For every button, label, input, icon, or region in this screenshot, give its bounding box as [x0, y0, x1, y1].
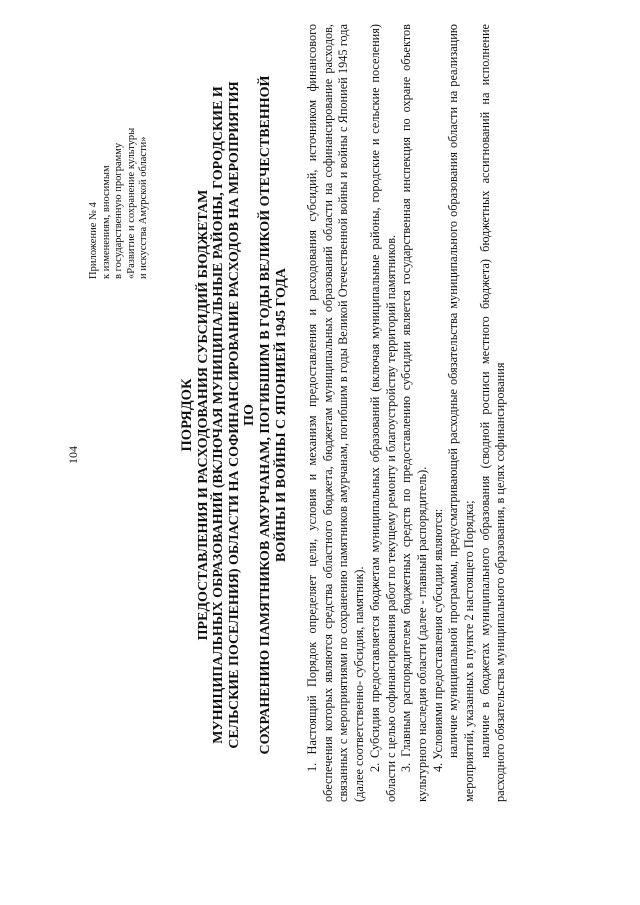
title-line: ВОЙНЫ И ВОЙНЫ С ЯПОНИЕЙ 1945 ГОДА	[273, 268, 289, 562]
paragraph-3: 3. Главным распорядителем бюджетных средств по предоставлению субсидии является государственная инспекция по охране объектов культурного наследия области (далее - главный распорядитель).	[399, 24, 429, 802]
appendix-line: и искусства Амурской области»	[138, 136, 149, 279]
paragraph-2: 2. Субсидия предоставляется бюджетам муниципальных образований (включая муниципальные районы, городские и сельские поселения) области с целью софинансирования работ по текущему ремонту и благоустройству территорий памятников.	[367, 24, 398, 802]
title-line: МУНИЦИПАЛЬНЫХ ОБРАЗОВАНИЙ (ВКЛЮЧАЯ МУНИЦИПАЛЬНЫЕ РАЙОНЫ, ГОРОДСКИЕ И	[211, 86, 227, 744]
document-title	[180, 75, 289, 755]
paragraph-6: наличие в бюджетах муниципального образования (сводной росписи местного бюджета) бюджетных ассигнований на исполнение расходного обязательства муниципального образования, в целях софинансирования	[477, 24, 508, 802]
appendix-line: в государственную программу	[113, 142, 124, 279]
title-line: СЕЛЬСКИЕ ПОСЕЛЕНИЯ) ОБЛАСТИ НА СОФИНАНСИРОВАНИЕ РАСХОДОВ НА МЕРОПРИЯТИЯ ПО	[226, 81, 258, 749]
document-body	[305, 24, 509, 802]
appendix-line: «Развитие и сохранение культуры	[125, 127, 137, 279]
appendix-line: к изменениям, вносимым	[100, 165, 112, 279]
appendix-note	[88, 39, 151, 279]
title-line: СОХРАНЕНИЮ ПАМЯТНИКОВ АМУРЧАНАМ, ПОГИБШИМ В ГОДЫ ВЕЛИКОЙ ОТЕЧЕСТВЕННОЙ	[257, 75, 273, 755]
appendix-line: Приложение № 4	[88, 202, 99, 279]
paragraph-4: 4. Условиями предоставления субсидии являются:	[430, 508, 445, 772]
page-number: 104	[66, 446, 80, 464]
paragraph-1: 1. Настоящий Порядок определяет цели, условия и механизм предоставления и расходования субсидий, источником финансового обеспечения которых являются средства областного бюджета, бюджетам муниципальных образований области на софинансирование расходов, связанных с мероприятиями по сохранению памятников амурчанам, погибшим в годы Великой Отечественной войны и войны с Японией 1945 года (далее соответственно- субсидия, памятник).	[305, 24, 367, 802]
title-heading: ПОРЯДОК	[179, 378, 195, 452]
title-line: ПРЕДОСТАВЛЕНИЯ И РАСХОДОВАНИЯ СУБСИДИЙ БЮДЖЕТАМ	[195, 189, 211, 641]
paragraph-5: наличие муниципальной программы, предусматривающей расходные обязательства муниципального образования области на реализацию мероприятий, указанных в пункте 2 настоящего Порядка;	[446, 24, 477, 802]
